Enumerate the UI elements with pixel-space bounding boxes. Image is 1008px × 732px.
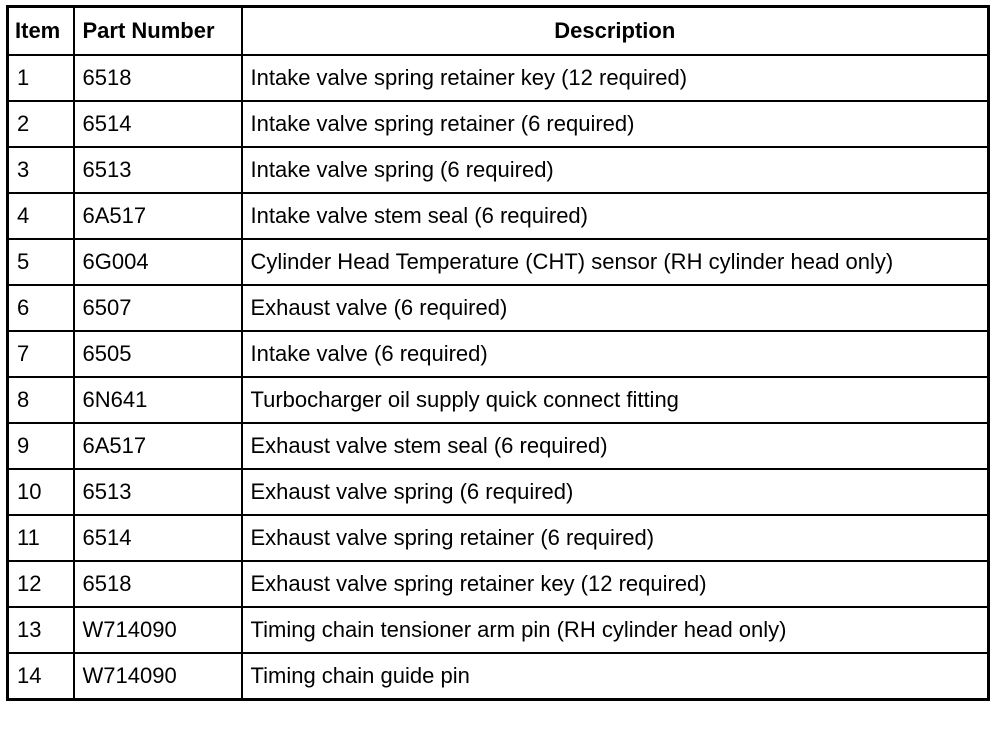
cell-description: Timing chain guide pin [242, 653, 989, 700]
table-row [8, 423, 989, 469]
cell-item: 12 [8, 561, 74, 607]
table-row [8, 469, 989, 515]
cell-description: Exhaust valve (6 required) [242, 285, 989, 331]
table-row [8, 331, 989, 377]
header-part-number: Part Number [74, 7, 242, 56]
cell-description: Turbocharger oil supply quick connect fitting [242, 377, 989, 423]
cell-item: 6 [8, 285, 74, 331]
cell-part-number: 6A517 [74, 193, 242, 239]
cell-part-number: 6G004 [74, 239, 242, 285]
table-row [8, 653, 989, 700]
table-row [8, 101, 989, 147]
cell-description: Exhaust valve spring retainer (6 required) [242, 515, 989, 561]
cell-part-number: 6514 [74, 515, 242, 561]
cell-part-number: 6513 [74, 469, 242, 515]
header-description: Description [242, 7, 989, 56]
cell-part-number: W714090 [74, 607, 242, 653]
table-row [8, 55, 989, 101]
cell-part-number: 6514 [74, 101, 242, 147]
cell-item: 8 [8, 377, 74, 423]
table-row [8, 193, 989, 239]
cell-part-number: 6507 [74, 285, 242, 331]
table-row [8, 377, 989, 423]
cell-item: 5 [8, 239, 74, 285]
header-item: Item [8, 7, 74, 56]
cell-item: 1 [8, 55, 74, 101]
cell-description: Intake valve spring (6 required) [242, 147, 989, 193]
cell-description: Intake valve stem seal (6 required) [242, 193, 989, 239]
table-row [8, 607, 989, 653]
cell-description: Exhaust valve spring (6 required) [242, 469, 989, 515]
parts-table [6, 5, 990, 701]
table-row [8, 515, 989, 561]
cell-item: 3 [8, 147, 74, 193]
cell-description: Timing chain tensioner arm pin (RH cylinder head only) [242, 607, 989, 653]
cell-part-number: 6A517 [74, 423, 242, 469]
cell-item: 14 [8, 653, 74, 700]
cell-description: Exhaust valve spring retainer key (12 required) [242, 561, 989, 607]
table-row [8, 239, 989, 285]
cell-description: Exhaust valve stem seal (6 required) [242, 423, 989, 469]
cell-part-number: W714090 [74, 653, 242, 700]
cell-item: 2 [8, 101, 74, 147]
table-row [8, 147, 989, 193]
cell-part-number: 6505 [74, 331, 242, 377]
table-row [8, 561, 989, 607]
cell-description: Intake valve (6 required) [242, 331, 989, 377]
cell-description: Intake valve spring retainer (6 required) [242, 101, 989, 147]
cell-item: 4 [8, 193, 74, 239]
cell-item: 13 [8, 607, 74, 653]
header-row [8, 7, 989, 56]
cell-part-number: 6518 [74, 55, 242, 101]
cell-item: 7 [8, 331, 74, 377]
cell-part-number: 6N641 [74, 377, 242, 423]
table-body [8, 55, 989, 700]
table-header [8, 7, 989, 56]
cell-part-number: 6518 [74, 561, 242, 607]
table-row [8, 285, 989, 331]
cell-item: 9 [8, 423, 74, 469]
cell-description: Intake valve spring retainer key (12 required) [242, 55, 989, 101]
cell-part-number: 6513 [74, 147, 242, 193]
cell-description: Cylinder Head Temperature (CHT) sensor (RH cylinder head only) [242, 239, 989, 285]
cell-item: 10 [8, 469, 74, 515]
cell-item: 11 [8, 515, 74, 561]
